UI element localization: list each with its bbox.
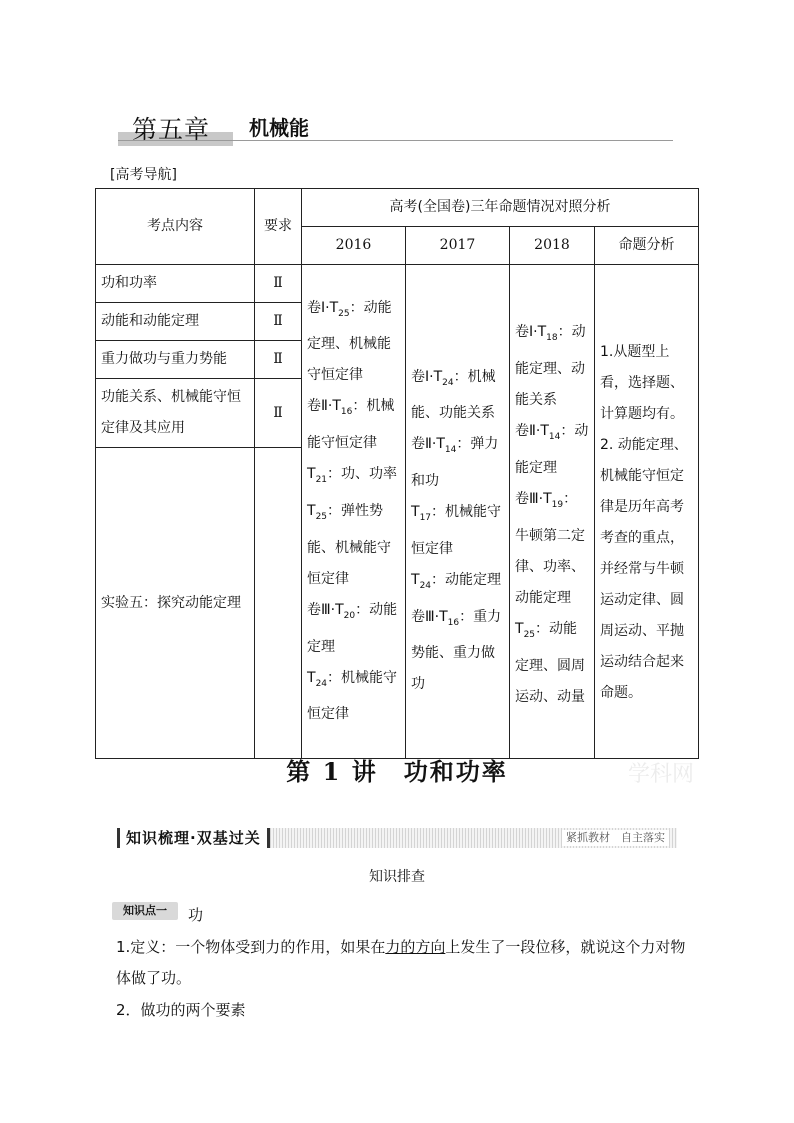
- header-analysis: 命题分析: [595, 227, 699, 265]
- header-analysis-group: 高考(全国卷)三年命题情况对照分析: [302, 189, 699, 227]
- year-2018-cell: 卷$Ⅰ\cdot T_{18}$：动能定理、动能关系 卷$Ⅱ\cdot T_{14}$：动能定理 卷$Ⅲ\cdot T_{19}$：牛顿第二定律、功率、动能定理 $T_{25}$：动能定理、圆周运动、动量: [510, 265, 595, 759]
- topic-cell: 功和功率: [96, 265, 255, 303]
- header-content: 考点内容: [96, 189, 255, 265]
- analysis-cell: 1.从题型上看，选择题、计算题均有。 2. 动能定理、机械能守恒定律是历年高考考查的重点，并经常与牛顿运动定律、圆周运动、平抛运动结合起来命题。: [595, 265, 699, 759]
- requirement-cell: Ⅱ: [255, 303, 302, 341]
- topic-cell: 动能和动能定理: [96, 303, 255, 341]
- header-year-2016: 2016: [302, 227, 406, 265]
- topic-cell: 重力做功与重力势能: [96, 341, 255, 379]
- exam-analysis-table: [95, 188, 699, 759]
- chapter-title: 机械能: [249, 116, 309, 140]
- year-2016-cell: 卷$Ⅰ\cdot T_{25}$：动能定理、机械能守恒定律 卷$Ⅱ\cdot T_{16}$：机械能守恒定律 $T_{21}$：功、功率 $T_{25}$：弹性势能、机械能守恒定律 卷$Ⅲ\cdot T_{20}$：动能定理 $T_{24}$：机械能守恒定律: [302, 265, 406, 759]
- year-2017-cell: 卷$Ⅰ\cdot T_{24}$：机械能、功能关系 卷$Ⅱ\cdot T_{14}$：弹力和功 $T_{17}$：机械能守恒定律 $T_{24}$：动能定理 卷$Ⅲ\cdot T_{16}$：重力势能、重力做功: [406, 265, 510, 759]
- header-year-2017: 2017: [406, 227, 510, 265]
- requirement-cell: Ⅱ: [255, 265, 302, 303]
- header-requirement: 要求: [255, 189, 302, 265]
- item-two-heading: 2．做功的两个要素: [116, 1001, 246, 1019]
- header-year-2018: 2018: [510, 227, 595, 265]
- underlined-term: 力的方向: [385, 938, 446, 956]
- knowledge-point-tag: 知识点一: [112, 902, 178, 920]
- topic-cell: 功能关系、机械能守恒定律及其应用: [96, 379, 255, 448]
- watermark: 学科网: [628, 762, 695, 787]
- knowledge-review-title: 知识排查: [369, 869, 425, 885]
- requirement-cell: Ⅱ: [255, 341, 302, 379]
- chapter-number: 第五章: [132, 115, 211, 144]
- topic-cell: 实验五：探究动能定理: [96, 448, 255, 759]
- definition-paragraph: 1.定义：一个物体受到力的作用，如果在力的方向上发生了一段位移，就说这个力对物体做了功。: [116, 938, 686, 987]
- section-title: 知识梳理·双基过关: [117, 828, 270, 848]
- requirement-cell: Ⅱ: [255, 379, 302, 448]
- lecture-title: 第 1 讲 功和功率: [286, 757, 508, 786]
- section-subtitle: 紧抓教材 自主落实: [562, 830, 669, 846]
- requirement-cell: [255, 448, 302, 759]
- exam-guide-label: [高考导航]: [110, 167, 177, 183]
- knowledge-point-name: 功: [188, 906, 204, 924]
